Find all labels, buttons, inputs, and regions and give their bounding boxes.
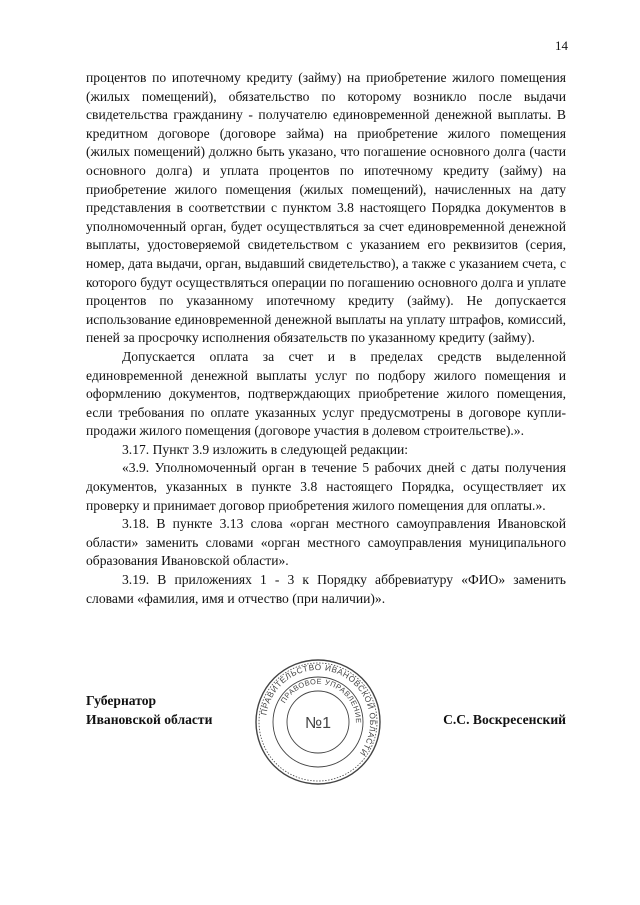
signer-name: С.С. Воскресенский — [443, 712, 566, 727]
paragraph-item-3-18: 3.18. В пункте 3.13 слова «орган местного самоуправления Ивановской области» заменить словами «орган местного самоуправления муниципального образования Ивановской области». — [86, 516, 566, 569]
paragraph-item-3-17: 3.17. Пункт 3.9 изложить в следующей редакции: — [122, 441, 409, 457]
signer-title-line1: Губернатор — [86, 693, 157, 708]
page-number: 14 — [555, 38, 568, 53]
paragraph-item-3-9: «3.9. Уполномоченный орган в течение 5 рабочих дней с даты получения документов, указанных в пункте 3.8 настоящего Порядка, осуществляет их проверку и принимает договор приобретения жилого помещения для оплаты.». — [86, 460, 566, 513]
paragraph-services-payment: Допускается оплата за счет и в пределах средств выделенной единовременной денежной выплаты услуг по подбору жилого помещения и оформлению документов, подтверждающих приобретение жилого помещения, если требования по оплате указанных услуг предусмотрены в договоре купли-продажи жилого помещения (договоре участия в долевом строительстве).». — [86, 348, 566, 439]
document-body — [86, 69, 566, 608]
seal-outer-text: ПРАВИТЕЛЬСТВО ИВАНОВСКОЙ ОБЛАСТИ — [259, 662, 378, 758]
signer-title — [86, 692, 212, 729]
paragraph-mortgage-terms: процентов по ипотечному кредиту (займу) на приобретение жилого помещения (жилых помещений), обязательство по которому возникло после выдачи свидетельства гражданину - получателю единовременной денежной выплаты. В кредитном договоре (договоре займа) на приобретение жилого помещения (жилых помещений) должно быть указано, что погашение основного долга (части основного долга) и уплата процентов по ипотечному кредиту (займу) на приобретение жилого помещения (жилых помещений), начисленных на дату представления в соответствии с пунктом 3.8 настоящего Порядка документов в уполномоченный орган, будет осуществляться за счет единовременной денежной выплаты, удостоверяемой свидетельством с указанием его реквизитов (серия, номер, дата выдачи, орган, выдавший свидетельство), а также с указанием счета, с которого будут осуществляться операции по погашению основного долга и уплате процентов по указанному ипотечному кредиту (займу). Не допускается использование единовременной денежной выплаты на уплату штрафов, комиссий, пеней за просрочку исполнения обязательств по указанному кредиту (займу). — [86, 70, 566, 346]
official-seal — [254, 658, 382, 786]
seal-inner-text: ПРАВОВОЕ УПРАВЛЕНИЕ — [278, 676, 364, 724]
seal-center-text: №1 — [304, 715, 332, 732]
signature-block — [86, 662, 566, 810]
signer-title-line2: Ивановской области — [86, 711, 213, 727]
paragraph-item-3-19: 3.19. В приложениях 1 - 3 к Порядку аббревиатуру «ФИО» заменить словами «фамилия, имя и отчество (при наличии)». — [86, 572, 566, 606]
